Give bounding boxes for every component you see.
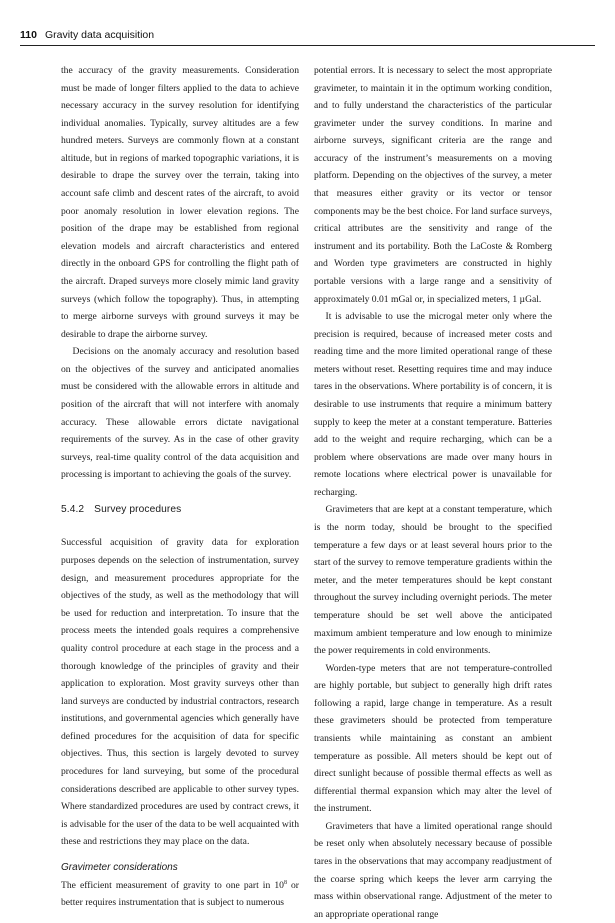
paragraph: It is advisable to use the microgal meter only where the precision is required, because of increased meter costs and reading time and the more limited operational range of these meters without reset. Resetting requires time and may induce tares in the observations. Where portability is of concern, it is desirable to use instruments that require a minimum battery supply to keep the meter at a constant temperature. Batteries add to the weight and require recharging, which can be a problem where observations are made over many hours in remote locations where electrical power is unavailable for recharging. <box>314 311 552 498</box>
paragraph: Gravimeters that have a limited operational range should be reset only when absolutely necessary because of possible tares in the observations that may accompany readjustment of the coarse spring which keeps the lever arm carrying the mass within observational range. Adjustment of the meter to an appropriate operational range <box>314 820 552 920</box>
running-title: Gravity data acquisition <box>44 29 155 41</box>
section-heading <box>61 501 299 519</box>
right-column <box>314 62 552 923</box>
page-number: 110 <box>20 29 37 41</box>
paragraph: Worden-type meters that are not temperature-controlled are highly portable, but subject to generally high drift rates following a rapid, large change in temperature. As a result these gravimeters should be protected from temperature transients while maintaining as constant an ambient temperature as possible. All meters should be kept out of direct sunlight because of possible thermal effects as well as differential thermal expansion which may alter the level of the instrument. <box>314 662 552 815</box>
header-rule <box>20 45 595 46</box>
paragraph: Decisions on the anomaly accuracy and resolution based on the objectives of the survey and anticipated anomalies must be considered with the allowable errors in altitude and position of the aircraft that will not interfere with anomaly accuracy. These allowable errors dictate navigational requirements of the survey. As in the case of other gravity surveys, real-time quality control of the data acquisition and processing is important to achieving the goals of the survey. <box>61 346 299 481</box>
paragraph <box>61 877 299 912</box>
section-title: Survey procedures <box>94 503 182 515</box>
subsection-heading: Gravimeter considerations <box>61 861 178 873</box>
running-header <box>20 29 595 41</box>
left-column <box>61 62 299 912</box>
paragraph: potential errors. It is necessary to select the most appropriate gravimeter, to maintain it in the optimum working condition, and to fully understand the characteristics of the particular gravimeter under the survey conditions. In marine and airborne surveys, significant criteria are the range and accuracy of the instrument’s measurements on a moving platform. Depending on the objectives of the survey, a meter that measures either gravity or its vector or tensor components may be the best choice. For land surface surveys, critical attributes are the sensitivity and range of the instrument and its portability. Both the LaCoste & Romberg and Worden type gravimeters are constructed in highly portable versions with a large range and a sensitivity of approximately 0.01 mGal or, in specialized meters, 1 µGal. <box>314 65 552 305</box>
section-number: 5.4.2 <box>61 503 85 515</box>
paragraph: Successful acquisition of gravity data for exploration purposes depends on the selection of instrumentation, survey design, and measurement procedures appropriate for the objectives of the study, as well as the methodology that will be used for reduction and interpretation. To insure that the process meets the intended goals requires a comprehensive quality control procedure at each stage in the process and a thorough knowledge of the principles of gravity and their application to exploration. Most gravity surveys other than land surveys are conducted by industrial contractors, research institutions, and governmental agencies which generally have defined procedures for the acquisition of data for specific objectives. Thus, this section is largely devoted to survey procedures for land surveying, but some of the procedural considerations described are applicable to other survey types. Where standardized procedures are used by contract crews, it is advisable for the user of the data to be well acquainted with these and restrictions they may place on the data. <box>61 537 299 848</box>
paragraph: the accuracy of the gravity measurements. Consideration must be made of longer filters applied to the data to achieve necessary accuracy in the survey resolution for identifying individual anomalies. Typically, survey altitudes are a few hundred meters. Surveys are commonly flown at a constant altitude, but in regions of marked topographic variations, it is desirable to drape the survey over the terrain, taking into account safe climb and descent rates of the aircraft, to avoid poor anomaly resolution in lower elevation regions. The position of the drape may be established from regional elevation models and aircraft characteristics and entered directly in the onboard GPS for controlling the flight path of the aircraft. Draped surveys more closely mimic land gravity surveys (which follow the topography). Thus, in attempting to merge airborne surveys with ground surveys it may be desirable to drape the airborne survey. <box>61 65 299 340</box>
paragraph: Gravimeters that are kept at a constant temperature, which is the norm today, should be brought to the specified temperature a few days or at least several hours prior to the start of the survey to remove temperature gradients within the meter, and the meter temperatures should be kept constant throughout the survey including overnight periods. The meter temperature should be set well above the anticipated maximum ambient temperature and low enough to minimize the power requirements in cold environments. <box>314 504 552 657</box>
paragraph-text: or better requires instrumentation that is subject to numerous <box>61 879 299 909</box>
exponent: 8 <box>283 879 287 886</box>
paragraph-text: The efficient measurement of gravity to one part in 10 <box>61 879 284 891</box>
